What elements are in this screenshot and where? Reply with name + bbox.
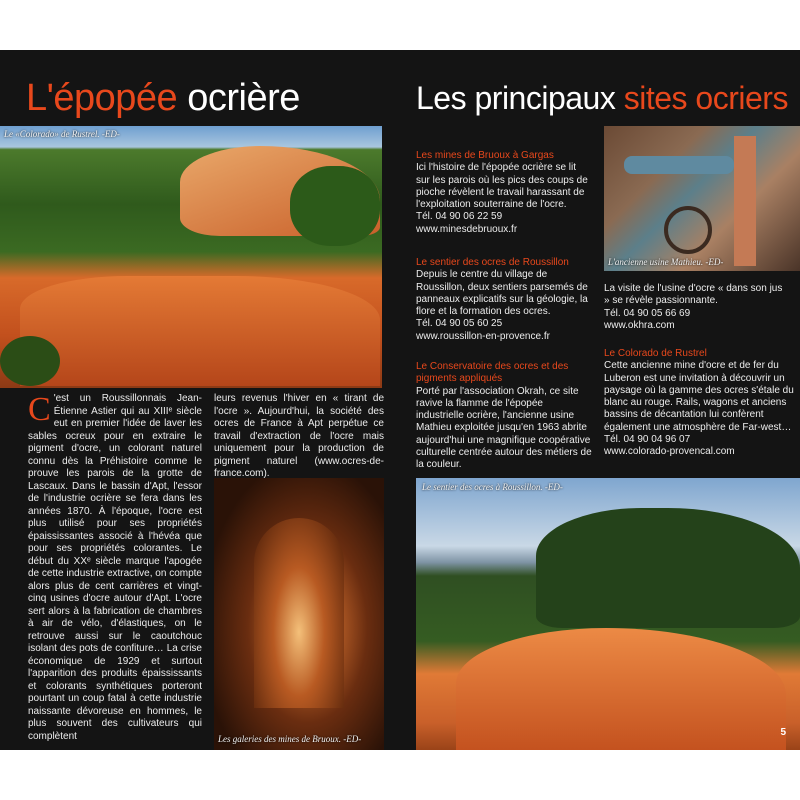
site-entry — [416, 150, 592, 236]
site-phone: Tél. 04 90 06 22 59 — [416, 211, 503, 223]
site-text: Porté par l'association Okrah, ce site ravive la flamme de l'épopée industrielle ocrière, l'ancienne usine Mathieu exploitée jusqu'en 1963 abrite aujourd'hui une magnifique coopérative culturelle centrée autour des métiers de la couleur. — [416, 385, 592, 471]
magazine-spread — [0, 50, 800, 750]
galeries-photo — [214, 478, 384, 750]
page-number: 5 — [780, 727, 786, 738]
site-heading: Le Colorado de Rustrel — [604, 348, 707, 359]
article-text: leurs revenus l'hiver en « tirant de l'ocre ». Aujourd'hui, la société des ocres de France à Apt perpétue ce travail d'extraction de l'ocre mais uniquement pour la production de pigment naturel (www.ocres-de-france.com). — [214, 393, 384, 479]
site-text: Cette ancienne mine d'ocre et de fer du Luberon est une invitation à découvrir un paysage où la gamme des ocres s'étale du blanc au rouge. Rails, wagons et anciens bassins de décantation lui confèrent également une atmosphère de Far-west… — [604, 360, 794, 433]
site-heading: Le sentier des ocres de Roussillon — [416, 257, 569, 268]
article-text: 'est un Roussillonnais Jean-Étienne Astier qui au XIIIᵉ siècle eut en premier l'idée de laver les sables ocreux pour en extraire le pigment d'ocre, un colorant naturel connu dès la Préhistoire comme le prouve les parois de la grotte de Lascaux. Dans le bassin d'Apt, l'essor de l'industrie ocrière se fera dans les années 1870. À l'époque, l'ocre est plus utilisé pour ses propriétés épaississantes associé à l'hévéa que pour ses propriétés colorantes. Le début du XXᵉ siècle marque l'apogée de cette industrie extractive, on compte alors plus de cent carrières et vingt-cinq usines d'ocre autour d'Apt. L'ocre sert alors à la fabrication de chambres à air de vélo, d'élastiques, on le retrouve aussi sur le caoutchouc isolant des pots de confiture… La crise économique de 1929 et surtout l'apparition des produits épaississants et colorants synthétiques porteront pourtant un coup fatal à cette industrie naissante dévoreuse en hommes, le plus souvent des cultivateurs qui complètent — [28, 393, 202, 742]
photo-caption: Les galeries des mines de Bruoux. -ED- — [218, 734, 362, 744]
site-entry-continued — [604, 283, 790, 332]
site-heading: Les mines de Bruoux à Gargas — [416, 150, 554, 161]
usine-mathieu-photo — [604, 126, 800, 271]
site-website: www.colorado-provencal.com — [604, 446, 735, 458]
title-part1: L'épopée — [26, 77, 178, 119]
photo-caption: Le «Colorado» de Rustrel. -ED- — [4, 129, 120, 139]
site-website: www.okhra.com — [604, 319, 675, 331]
site-text: Depuis le centre du village de Roussillon, deux sentiers parsemés de panneaux explicatifs sur la géologie, la flore et la formation des ocres. — [416, 269, 588, 318]
photo-caption: L'ancienne usine Mathieu. -ED- — [608, 257, 724, 267]
title-part2: ocrière — [187, 77, 300, 119]
site-entry — [416, 361, 592, 472]
site-website: www.minesdebruoux.fr — [416, 223, 518, 235]
site-text: La visite de l'usine d'ocre « dans son jus » se révèle passionnante. — [604, 283, 783, 307]
article-column-2 — [214, 393, 384, 481]
title-part1: Les principaux — [416, 80, 616, 116]
site-entry — [604, 348, 794, 459]
photo-caption: Le sentier des ocres à Roussillon. -ED- — [422, 482, 563, 492]
article-column-1 — [28, 393, 202, 743]
right-page-title — [416, 76, 788, 120]
drop-cap: C — [28, 391, 51, 428]
left-page-title — [26, 76, 300, 120]
site-phone: Tél. 04 90 04 96 07 — [604, 434, 691, 446]
site-website: www.roussillon-en-provence.fr — [416, 330, 550, 342]
site-phone: Tél. 04 90 05 60 25 — [416, 318, 503, 330]
title-part2: sites ocriers — [623, 80, 788, 116]
site-text: Ici l'histoire de l'épopée ocrière se lit sur les parois où les pics des coups de pioche révèlent le travail harassant de l'exploitation souterraine de l'ocre. — [416, 162, 588, 211]
site-heading: Le Conservatoire des ocres et des pigments appliqués — [416, 361, 569, 385]
site-entry — [416, 257, 592, 343]
site-phone: Tél. 04 90 05 66 69 — [604, 307, 691, 319]
colorado-photo — [0, 126, 382, 388]
sentier-photo — [416, 478, 800, 750]
